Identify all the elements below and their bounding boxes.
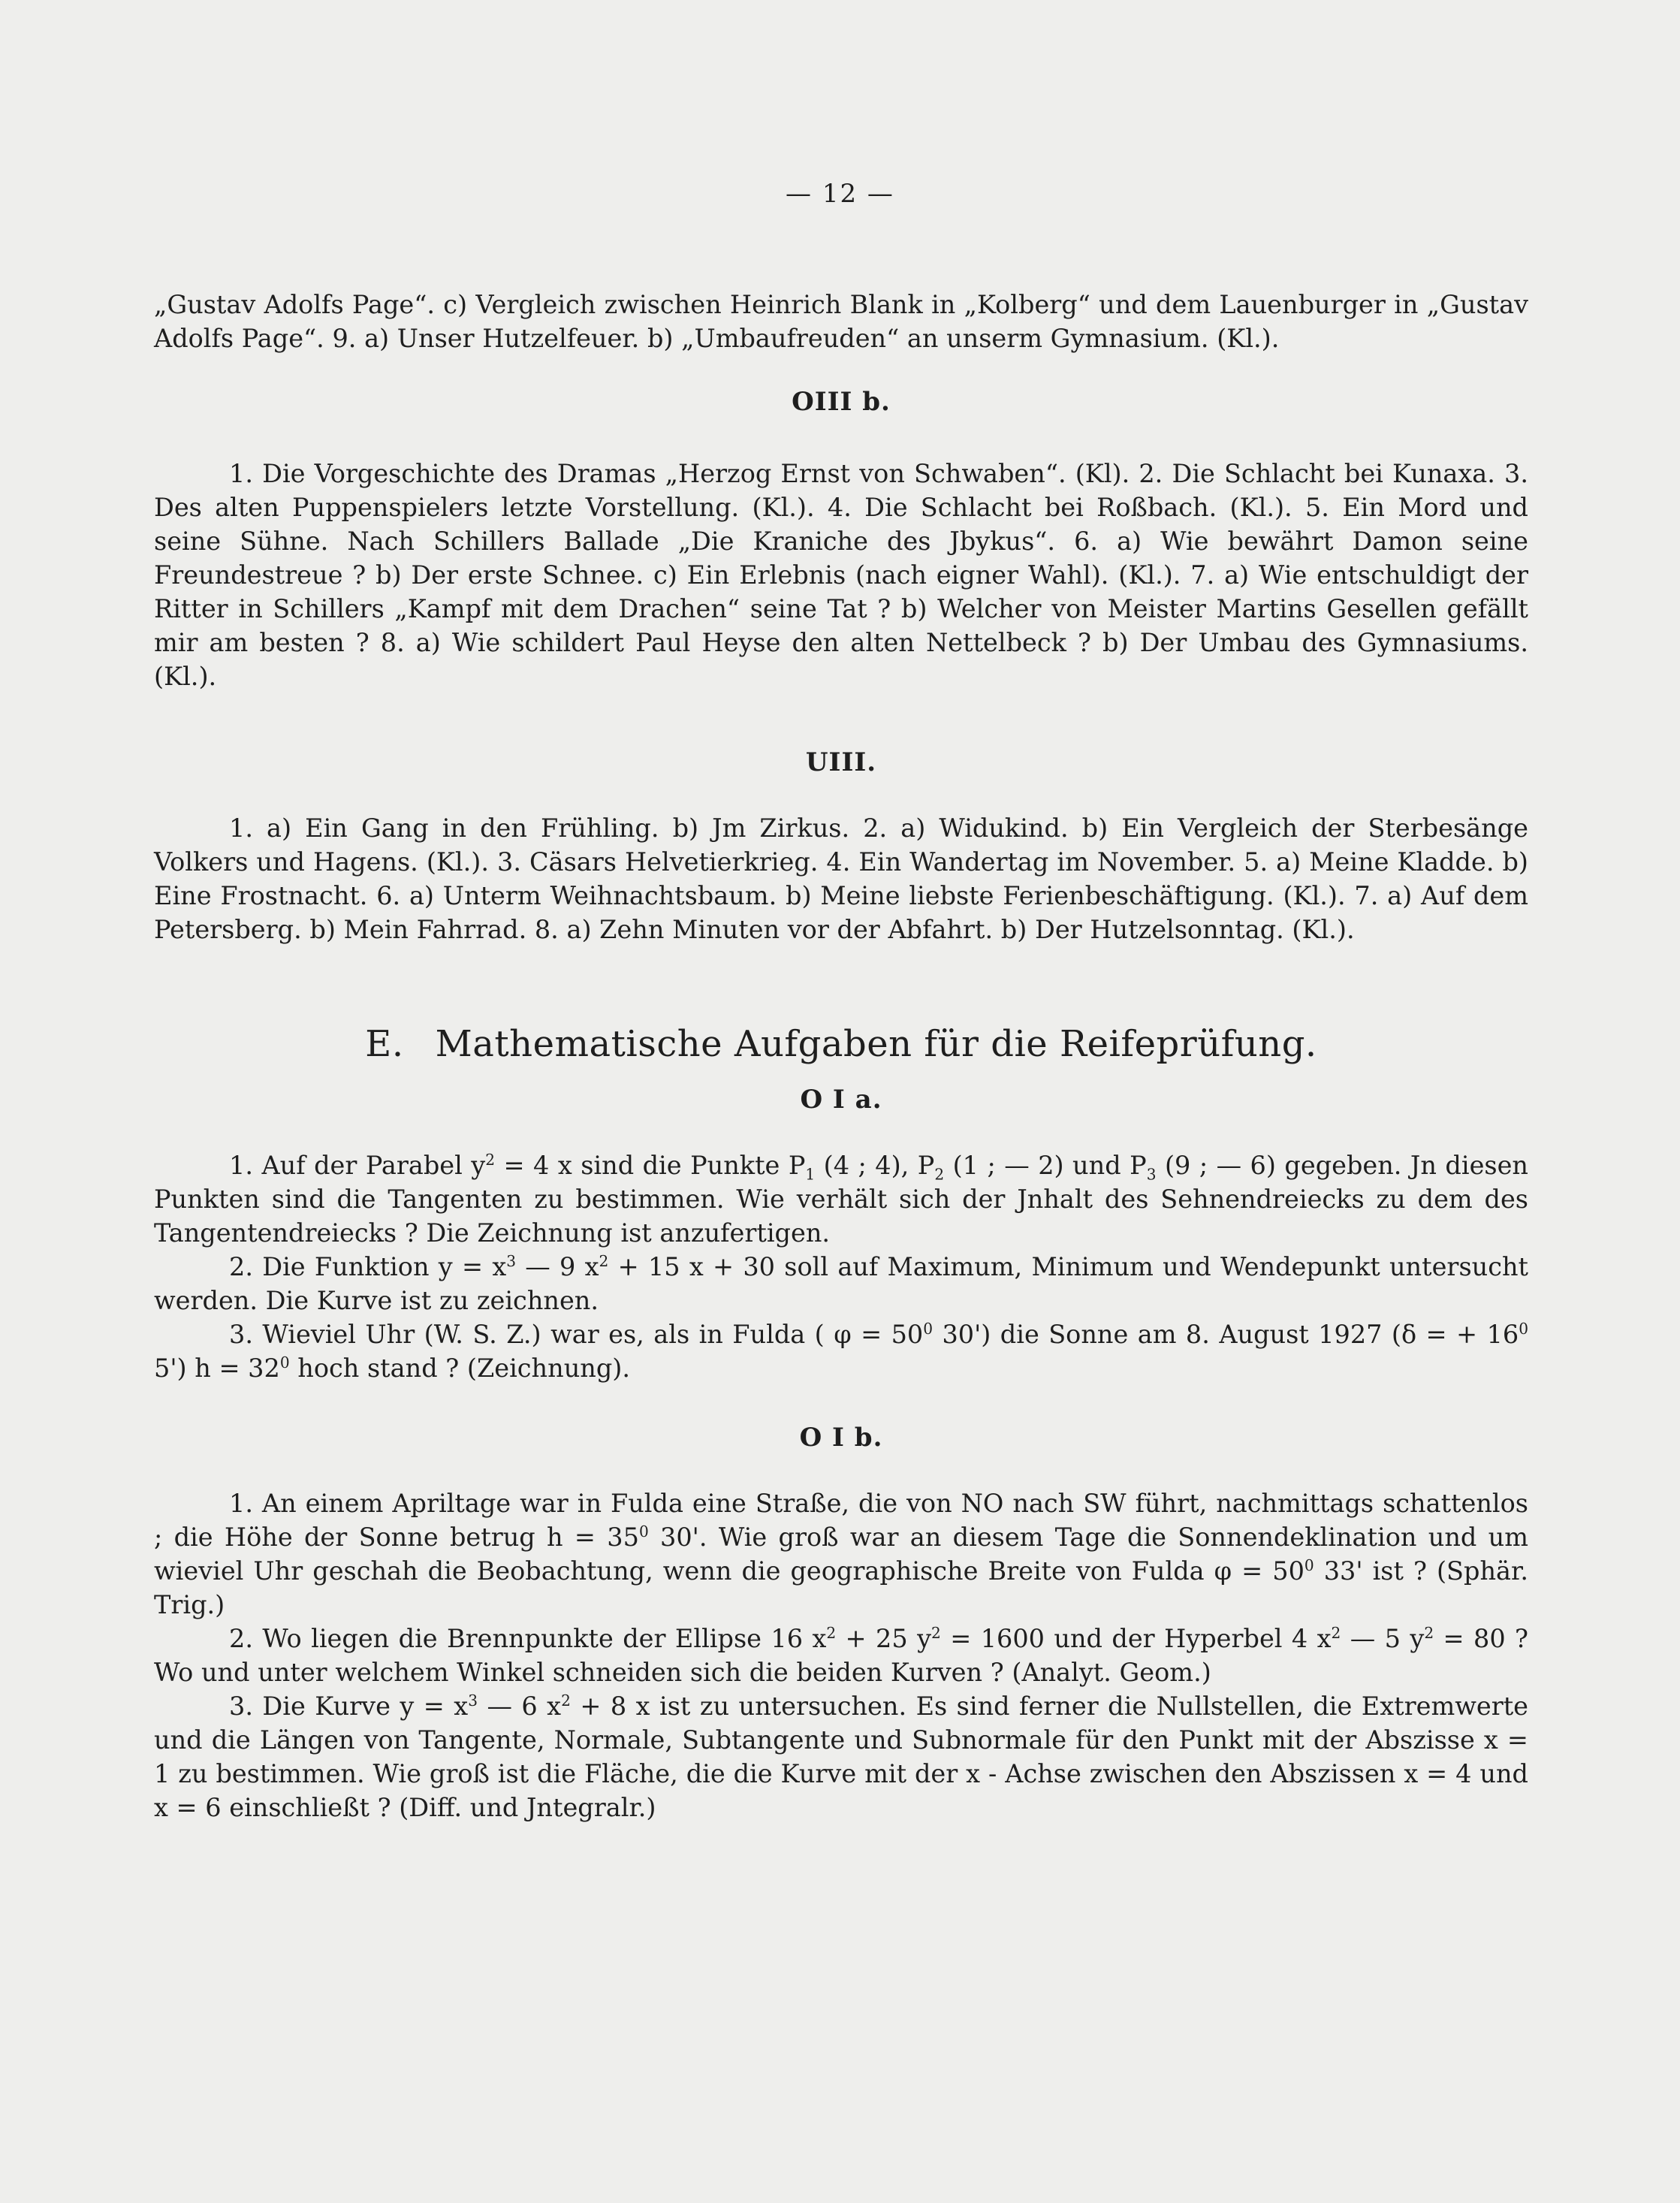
- oiiia-continuation: „Gustav Adolfs Page“. c) Vergleich zwischen Heinrich Blank in „Kolberg“ und dem Lauenburger in „Gustav Adolfs Page“. 9. a) Unser Hutzelfeuer. b) „Umbaufreuden“ an unserm Gymnasium. (Kl.).: [154, 290, 1528, 353]
- oib-task-3: 3. Die Kurve $y = x^3$ — 6 $x^2 + 8$ x ist zu untersuchen. Es sind ferner die Nullstellen, die Extremwerte und die Längen von Tangente, Normale, Subtangente und Subnormale für den Punkt mit der Abszisse x = 1 zu bestimmen. Wie groß ist die Fläche, die die Kurve mit der x - Achse zwischen den Abszissen x = 4 und x = 6 einschließt ? (Diff. und Jntegralr.): [154, 1691, 1529, 1822]
- page-number: — 12 —: [786, 179, 894, 209]
- page-body: [154, 288, 1528, 1824]
- heading-oiiib: OIII b.: [792, 387, 891, 417]
- oib-task-1: 1. An einem Apriltage war in Fulda eine Straße, die von NO nach SW führt, nachmittags schattenlos ; die Höhe der Sonne betrug $h = 35^0$ 30'. Wie groß war an diesem Tage die Sonnendeklination und um wieviel Uhr geschah die Beobachtung, wenn die geographische Breite von Fulda $\varphi = 50^0$ 33' ist ? (Sphär. Trig.): [154, 1489, 1528, 1619]
- oia-task-3: 3. Wieviel Uhr (W. S. Z.) war es, als in Fulda ( $\varphi = 50^0$ 30') die Sonne am 8. August 1927 (δ = + $16^0$ 5') $h = 32^0$ hoch stand ? (Zeichnung).: [154, 1319, 1528, 1383]
- heading-uiii: UIII.: [805, 747, 877, 777]
- section-letter: E.: [365, 1023, 404, 1065]
- oiiib-topics: 1. Die Vorgeschichte des Dramas „Herzog Ernst von Schwaben“. (Kl). 2. Die Schlacht bei Kunaxa. 3. Des alten Puppenspielers letzte Vorstellung. (Kl.). 4. Die Schlacht bei Roßbach. (Kl.). 5. Ein Mord und seine Sühne. Nach Schillers Ballade „Die Kraniche des Jbykus“. 6. a) Wie bewährt Damon seine Freundestreue ? b) Der erste Schnee. c) Ein Erlebnis (nach eigner Wahl). (Kl.). 7. a) Wie entschuldigt der Ritter in Schillers „Kampf mit dem Drachen“ seine Tat ? b) Welcher von Meister Martins Gesellen gefällt mir am besten ? 8. a) Wie schildert Paul Heyse den alten Nettelbeck ? b) Der Umbau des Gymnasiums. (Kl.).: [154, 459, 1528, 691]
- oia-task-1: 1. Auf der Parabel $y^2 = 4$ x sind die Punkte $P_1$ (4 ; 4), $P_2$ (1 ; — 2) und $P_3$ (9 ; — 6) gegeben. Jn diesen Punkten sind die Tangenten zu bestimmen. Wie verhält sich der Jnhalt des Sehnendreiecks zu dem des Tangentendreiecks ? Die Zeichnung ist anzufertigen.: [154, 1150, 1528, 1248]
- section-title-text: Mathematische Aufgaben für die Reifeprüfung.: [435, 1023, 1317, 1065]
- section-e-title: [154, 1022, 1528, 1067]
- heading-oia: O I a.: [800, 1085, 882, 1115]
- uiii-topics: 1. a) Ein Gang in den Frühling. b) Jm Zirkus. 2. a) Widukind. b) Ein Vergleich der Sterbesänge Volkers und Hagens. (Kl.). 3. Cäsars Helvetierkrieg. 4. Ein Wandertag im November. 5. a) Meine Kladde. b) Eine Frostnacht. 6. a) Unterm Weihnachtsbaum. b) Meine liebste Ferienbeschäftigung. (Kl.). 7. a) Auf dem Petersberg. b) Mein Fahrrad. 8. a) Zehn Minuten vor der Abfahrt. b) Der Hutzelsonntag. (Kl.).: [154, 813, 1528, 944]
- oib-task-2: 2. Wo liegen die Brennpunkte der Ellipse 16 $x^2 + 25$ $y^2 = 1600$ und der Hyperbel 4 $x^2$ — 5 $y^2 = 80$ ? Wo und unter welchem Winkel schneiden sich die beiden Kurven ? (Analyt. Geom.): [154, 1623, 1529, 1687]
- heading-oib: O I b.: [799, 1423, 883, 1453]
- oia-task-2: 2. Die Funktion $y = x^3$ — 9 $x^2 + 15$ x + 30 soll auf Maximum, Minimum und Wendepunkt untersucht werden. Die Kurve ist zu zeichnen.: [154, 1251, 1529, 1315]
